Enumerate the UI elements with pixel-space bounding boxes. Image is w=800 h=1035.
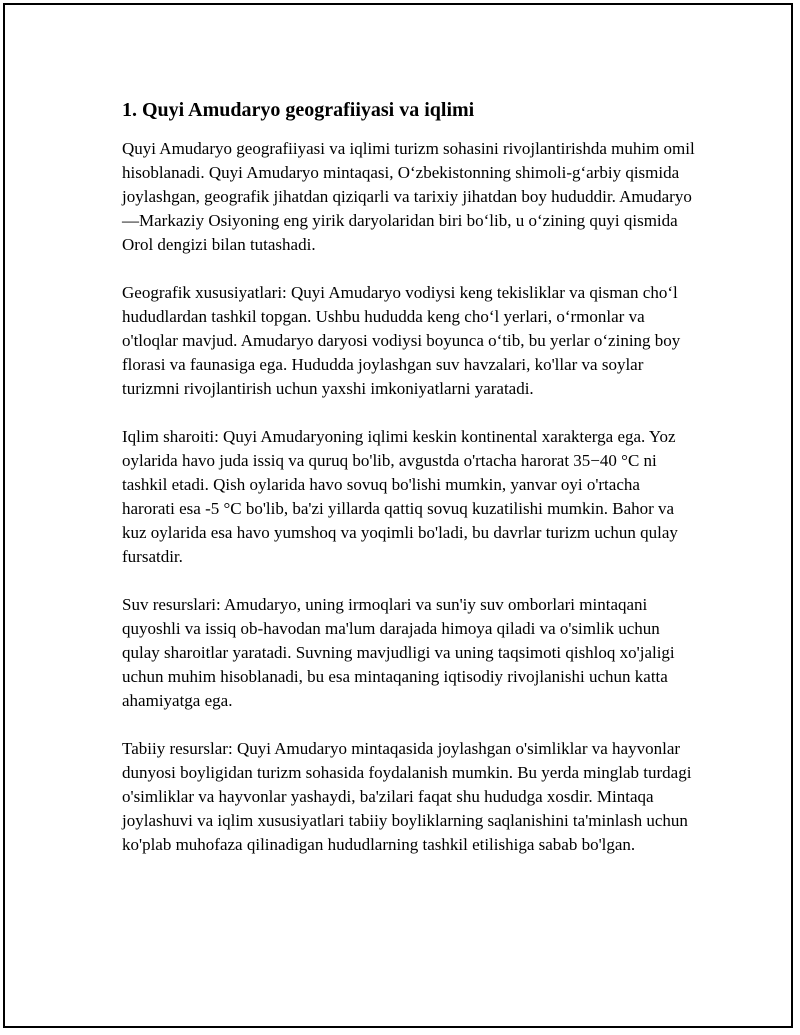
document-body [122,97,697,881]
paragraph-geography: Geografik xususiyatlari: Quyi Amudaryo vodiysi keng tekisliklar va qisman cho‘l hududlardan tashkil topgan. Ushbu hududda keng cho‘l yerlari, o‘rmonlar va o'tloqlar mavjud. Amudaryo daryosi vodiysi boyunca o‘tib, bu yerlar o‘zining boy florasi va faunasiga ega. Hududda joylashgan suv havzalari, ko'llar va soylar turizmni rivojlantirish uchun yaxshi imkoniyatlarni yaratadi. [122,283,681,398]
paragraph-intro: Quyi Amudaryo geografiiyasi va iqlimi turizm sohasini rivojlantirishda muhim omil hisoblanadi. Quyi Amudaryo mintaqasi, O‘zbekistonning shimoli-g‘arbiy qismida joylashgan, geografik jihatdan qiziqarli va tarixiy jihatdan boy hududdir. Amudaryo—Markaziy Osiyoning eng yirik daryolaridan biri bo‘lib, u o‘zining quyi qismida Orol dengizi bilan tutashadi. [122,139,695,254]
page [3,3,793,1028]
paragraph-natural-resources: Tabiiy resurslar: Quyi Amudaryo mintaqasida joylashgan o'simliklar va hayvonlar dunyosi boyligidan turizm sohasida foydalanish mumkin. Bu yerda minglab turdagi o'simliklar va hayvonlar yashaydi, ba'zilari faqat shu hududga xosdir. Mintaqa joylashuvi va iqlim xususiyatlari tabiiy boyliklarning saqlanishini ta'minlash uchun ko'plab muhofaza qilinadigan hududlarning tashkil etilishiga sabab bo'lgan. [122,739,692,854]
paragraph-water-resources: Suv resurslari: Amudaryo, uning irmoqlari va sun'iy suv omborlari mintaqani quyoshli va issiq ob-havodan ma'lum darajada himoya qiladi va o'simlik uchun qulay sharoitlar yaratadi. Suvning mavjudligi va uning taqsimoti qishloq xo'jaligi uchun muhim hisoblanadi, bu esa mintaqaning iqtisodiy rivojlanishi uchun katta ahamiyatga ega. [122,595,675,710]
section-heading: 1. Quyi Amudaryo geografiiyasi va iqlimi [122,99,475,121]
paragraph-climate: Iqlim sharoiti: Quyi Amudaryoning iqlimi keskin kontinental xarakterga ega. Yoz oylarida havo juda issiq va quruq bo'lib, avgustda o'rtacha harorat 35−40 °C ni tashkil etadi. Qish oylarida havo sovuq bo'lishi mumkin, yanvar oyi o'rtacha harorati esa -5 °C bo'lib, ba'zi yillarda qattiq sovuq kuzatilishi mumkin. Bahor va kuz oylarida esa havo yumshoq va yoqimli bo'ladi, bu davrlar turizm uchun qulay fursatdir. [122,427,678,566]
